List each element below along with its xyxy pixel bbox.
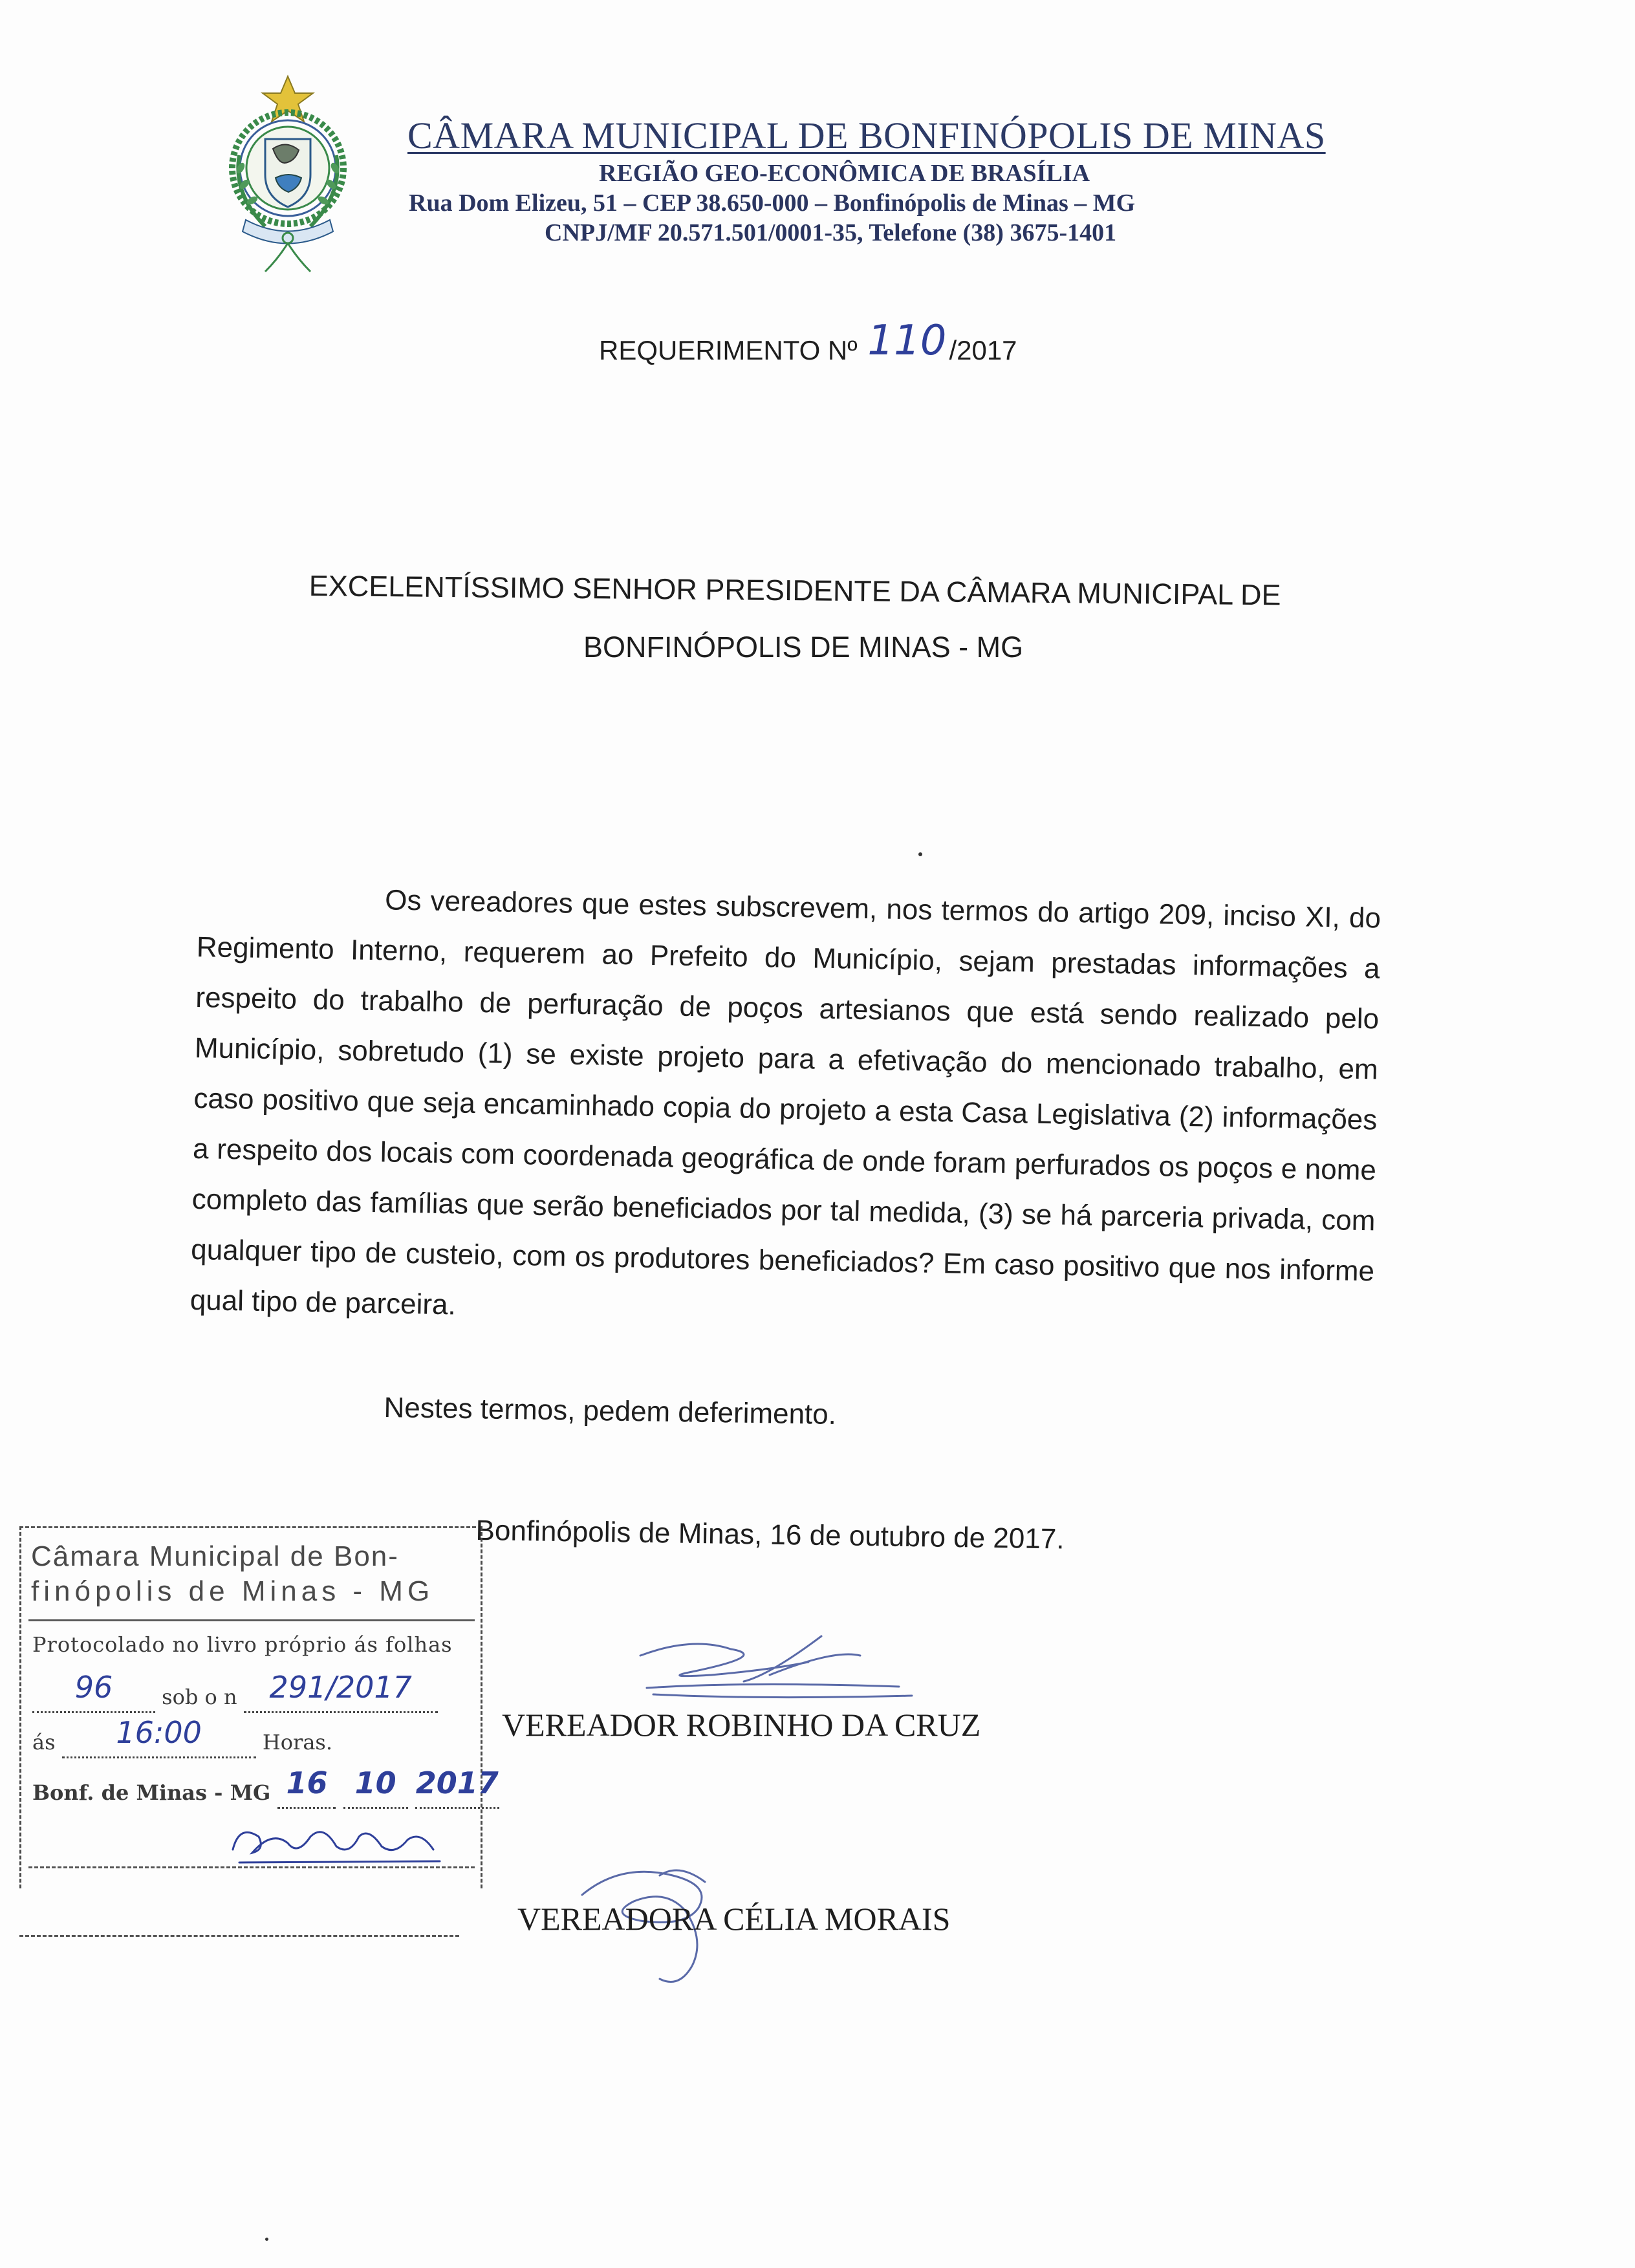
closing-line: Nestes termos, pedem deferimento. [384, 1392, 837, 1431]
letterhead-cnpj-phone: CNPJ/MF 20.571.501/0001-35, Telefone (38) 3675-1401 [545, 219, 1117, 246]
stamp-hora-row [32, 1715, 332, 1758]
stamp-numero-value: 291/2017 [269, 1670, 412, 1705]
stamp-month-value: 10 [354, 1766, 396, 1800]
requerimento-heading [599, 317, 1017, 370]
signature-name-1: VEREADOR ROBINHO DA CRUZ [502, 1707, 981, 1743]
stamp-day-value: 16 [286, 1766, 328, 1800]
stamp-bottom-border [19, 1935, 459, 1937]
addressee-line-2: BONFINÓPOLIS DE MINAS - MG [583, 631, 1024, 664]
protocol-stamp [19, 1526, 498, 1927]
stamp-date-row [32, 1766, 499, 1809]
requerimento-suffix: /2017 [949, 335, 1017, 365]
signature-name-2: VEREADORA CÉLIA MORAIS [517, 1901, 951, 1937]
stamp-as-label: ás [32, 1730, 56, 1755]
stamp-lower-divider [28, 1866, 475, 1868]
date-line: Bonfinópolis de Minas, 16 de outubro de 2017. [475, 1515, 1065, 1555]
stamp-folhas-value: 96 [74, 1670, 113, 1705]
coat-of-arms-icon [194, 71, 382, 278]
requerimento-number-handwritten: 110 [867, 317, 947, 365]
stamp-sob-label: sob o n [162, 1685, 237, 1709]
stamp-divider [28, 1619, 475, 1621]
stamp-folhas-row [32, 1670, 438, 1713]
scan-speck [918, 852, 922, 856]
signature-robinho-scribble [498, 1610, 990, 1720]
requerimento-prefix: REQUERIMENTO Nº [599, 335, 858, 365]
letterhead-title: CÂMARA MUNICIPAL DE BONFINÓPOLIS DE MINAS [407, 114, 1326, 157]
letterhead-region: REGIÃO GEO-ECONÔMICA DE BRASÍLIA [599, 160, 1090, 187]
stamp-rubric-signature [226, 1811, 446, 1869]
stamp-horas-label: Horas. [262, 1730, 332, 1755]
stamp-year-value: 2017 [415, 1766, 499, 1800]
letterhead-address: Rua Dom Elizeu, 51 – CEP 38.650-000 – Bonfinópolis de Minas – MG [409, 189, 1136, 217]
stamp-title-line-1: Câmara Municipal de Bon- [31, 1540, 399, 1572]
stamp-title-line-2: finópolis de Minas - MG [31, 1575, 435, 1607]
scan-speck [265, 2238, 268, 2241]
addressee-line-1: EXCELENTÍSSIMO SENHOR PRESIDENTE DA CÂMARA MUNICIPAL DE [309, 569, 1281, 612]
body-paragraph: Os vereadores que estes subscrevem, nos termos do artigo 209, inciso XI, do Regimento Interno, requerem ao Prefeito do Município, sejam prestadas informações a respeito do trabalho de perfuração de poços artesianos que está sendo realizado pelo Município, sobretudo (1) se existe projeto para a efetivação do mencionado trabalho, em caso positivo que seja encaminhado copia do projeto a esta Casa Legislativa (2) informações a respeito dos locais com coordenada geográfica de onde foram perfurados os poços e nome completo das famílias que serão beneficiados por tal medida, (3) se há parceria privada, com qualquer tipo de custeio, com os produtores beneficiados? Em caso positivo que nos informe qual tipo de parceira. [189, 884, 1381, 1321]
stamp-city-label: Bonf. de Minas - MG [32, 1780, 271, 1805]
stamp-hora-value: 16:00 [116, 1715, 202, 1750]
stamp-protocol-label: Protocolado no livro próprio ás folhas [32, 1632, 453, 1657]
